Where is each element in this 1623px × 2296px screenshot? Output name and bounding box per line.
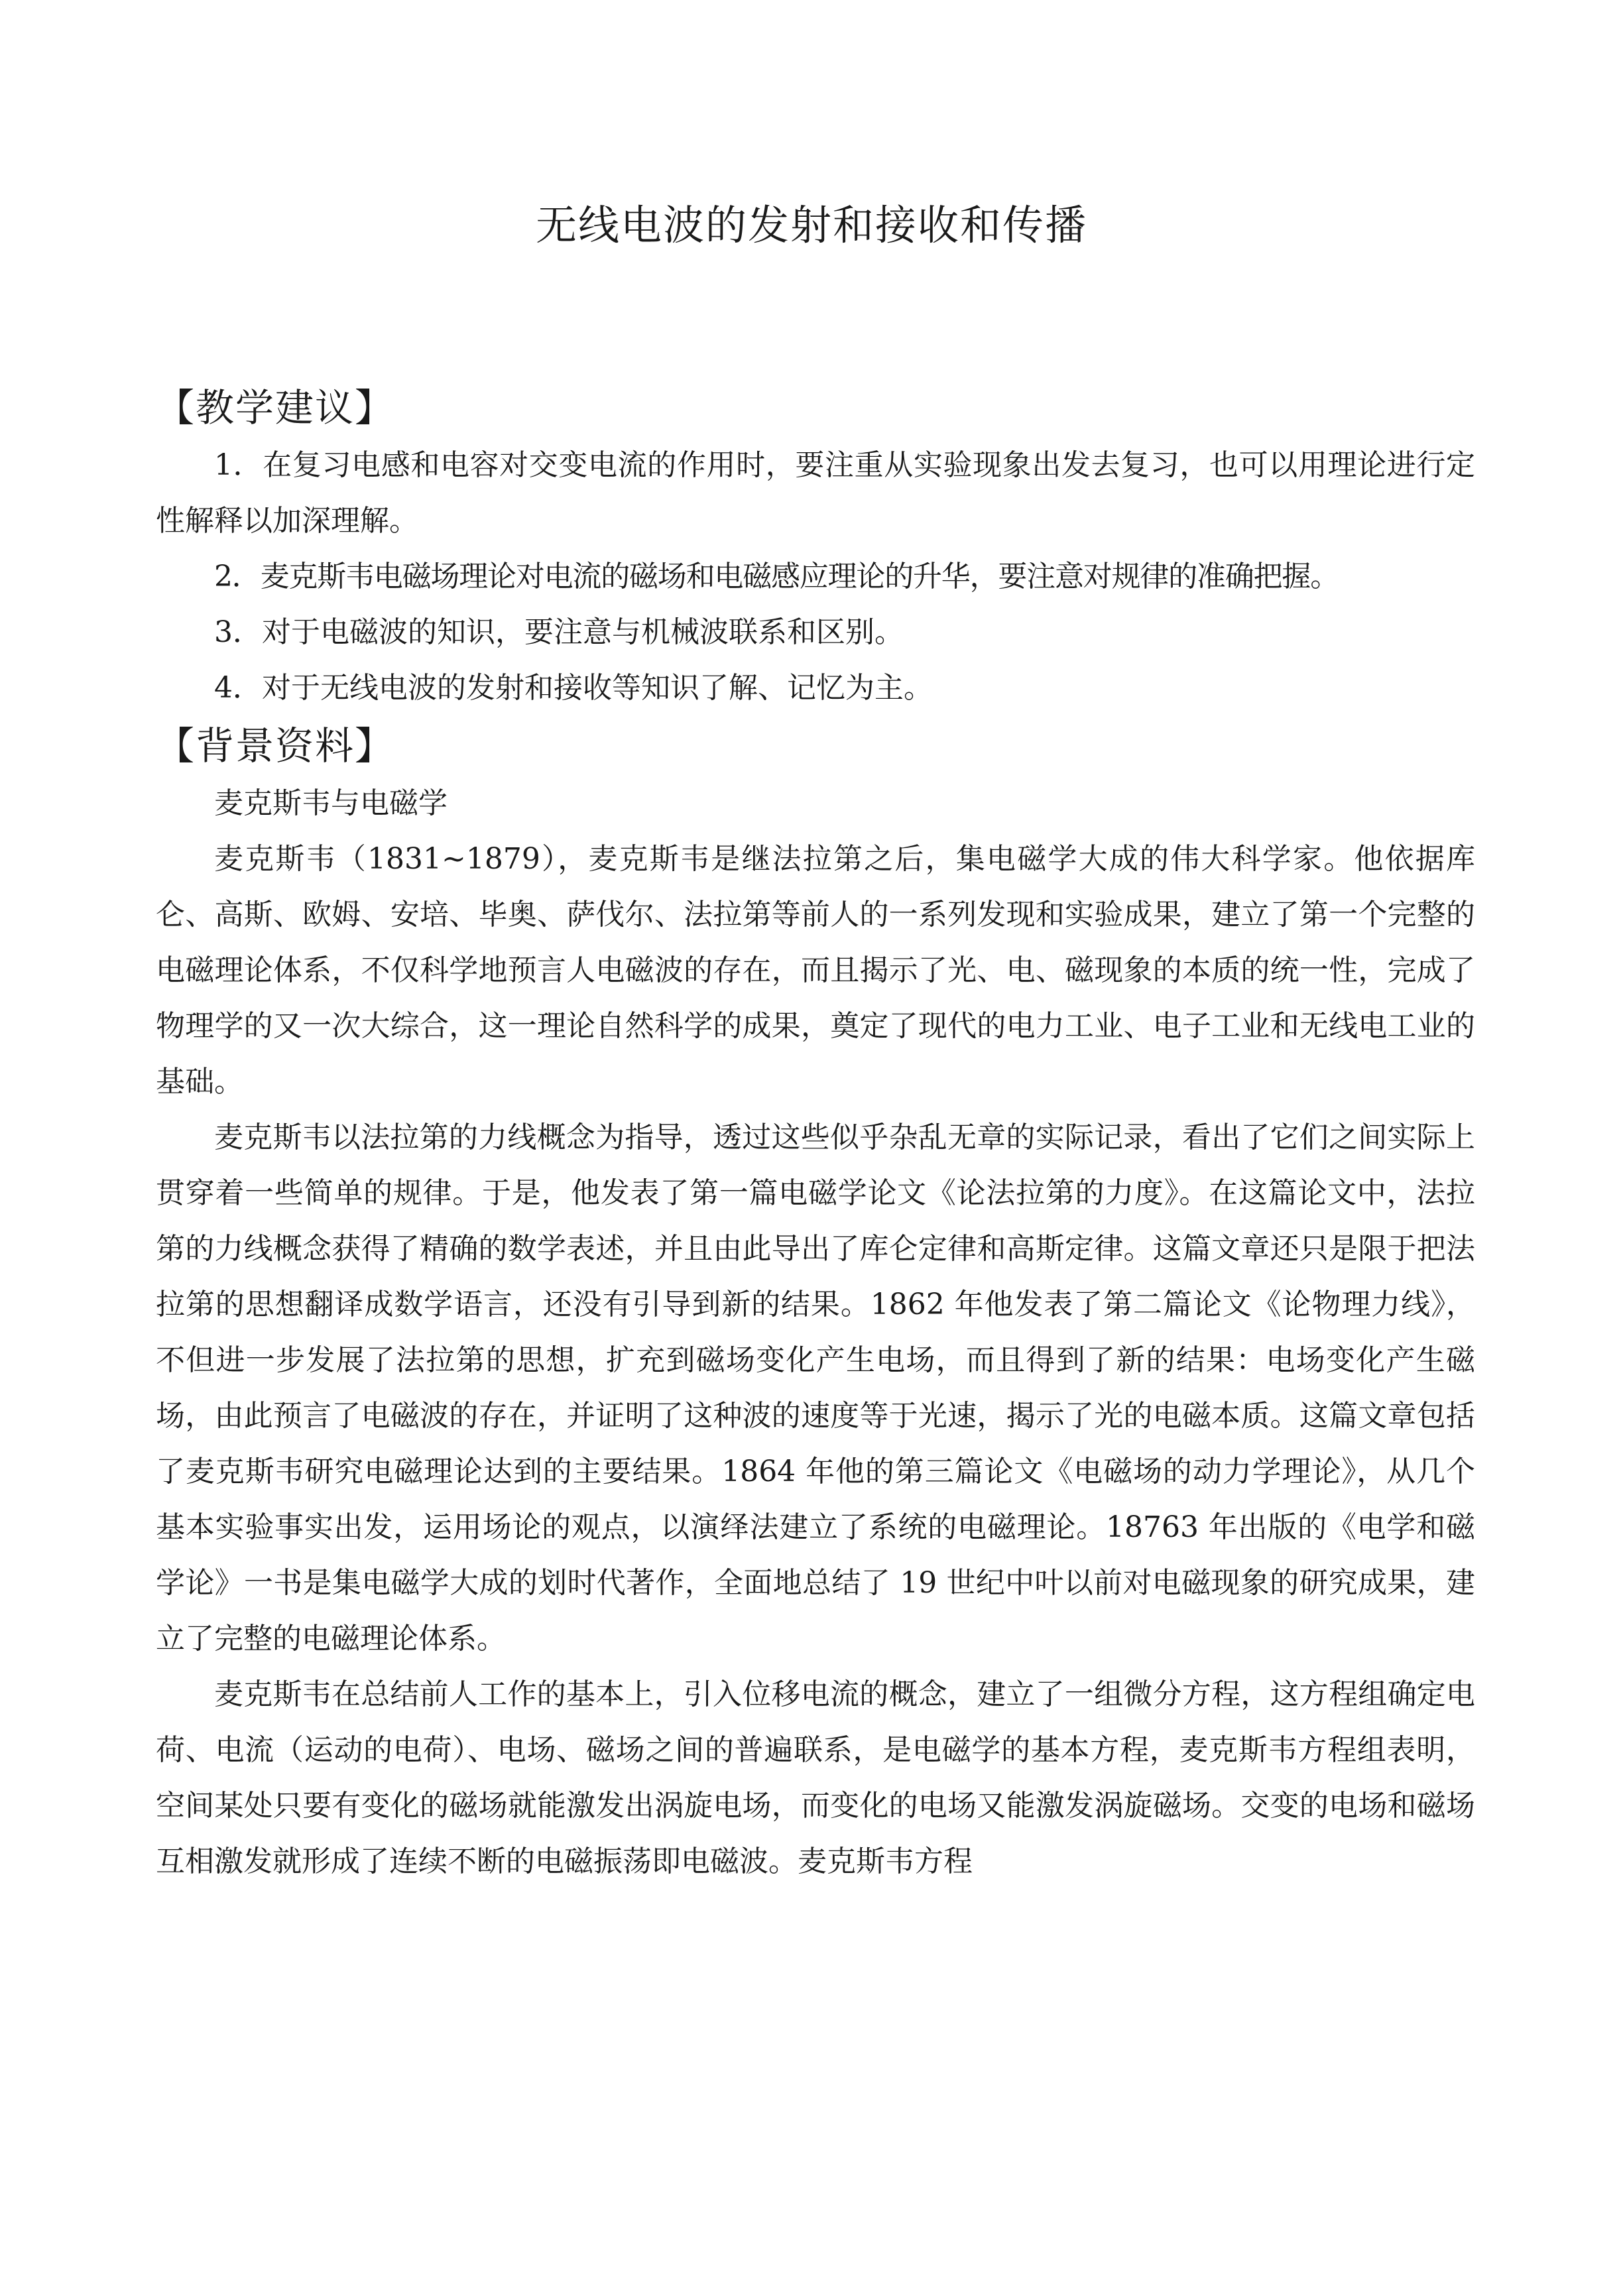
background-paragraph-2: 麦克斯韦以法拉第的力线概念为指导，透过这些似乎杂乱无章的实际记录，看出了它们之间实际上贯穿着一些简单的规律。于是，他发表了第一篇电磁学论文《论法拉第的力度》。在这篇论文中，法拉第的力线概念获得了精确的数学表述，并且由此导出了库仑定律和高斯定律。这篇文章还只是限于把法拉第的思想翻译成数学语言，还没有引导到新的结果。1862 年他发表了第二篇论文《论物理力线》，不但进一步发展了法拉第的思想，扩充到磁场变化产生电场，而且得到了新的结果：电场变化产生磁场，由此预言了电磁波的存在，并证明了这种波的速度等于光速，揭示了光的电磁本质。这篇文章包括了麦克斯韦研究电磁理论达到的主要结果。1864 年他的第三篇论文《电磁场的动力学理论》，从几个基本实验事实出发，运用场论的观点，以演绎法建立了系统的电磁理论。18763 年出版的《电学和磁学论》一书是集电磁学大成的划时代著作，全面地总结了 19 世纪中叶以前对电磁现象的研究成果，建立了完整的电磁理论体系。 xyxy=(156,1120,1475,1656)
background-subtitle: 麦克斯韦与电磁学 xyxy=(214,786,448,820)
section-heading-teaching: 【教学建议】 xyxy=(156,385,395,430)
background-paragraph-1: 麦克斯韦（1831~1879），麦克斯韦是继法拉第之后，集电磁学大成的伟大科学家。他依据库仑、高斯、欧姆、安培、毕奥、萨伐尔、法拉第等前人的一系列发现和实验成果，建立了第一个完整的电磁理论体系，不仅科学地预言人电磁波的存在，而且揭示了光、电、磁现象的本质的统一性，完成了物理学的又一次大综合，这一理论自然科学的成果，奠定了现代的电力工业、电子工业和无线电工业的基础。 xyxy=(156,842,1475,1099)
document-title: 无线电波的发射和接收和传播 xyxy=(535,201,1087,249)
section-heading-background: 【背景资料】 xyxy=(156,723,395,768)
teaching-item-4: 4．对于无线电波的发射和接收等知识了解、记忆为主。 xyxy=(214,671,933,705)
teaching-item-3: 3．对于电磁波的知识，要注意与机械波联系和区别。 xyxy=(214,615,904,649)
teaching-item-1: 1．在复习电感和电容对交变电流的作用时，要注重从实验现象出发去复习，也可以用理论进行定性解释以加深理解。 xyxy=(156,448,1475,538)
background-paragraph-3: 麦克斯韦在总结前人工作的基本上，引入位移电流的概念，建立了一组微分方程，这方程组确定电荷、电流（运动的电荷）、电场、磁场之间的普遍联系，是电磁学的基本方程，麦克斯韦方程组表明，空间某处只要有变化的磁场就能激发出涡旋电场，而变化的电场又能激发涡旋磁场。交变的电场和磁场互相激发就形成了连续不断的电磁振荡即电磁波。麦克斯韦方程 xyxy=(156,1677,1475,1878)
teaching-item-2: 2．麦克斯韦电磁场理论对电流的磁场和电磁感应理论的升华，要注意对规律的准确把握。 xyxy=(214,560,1339,593)
document-body xyxy=(156,378,1475,1890)
